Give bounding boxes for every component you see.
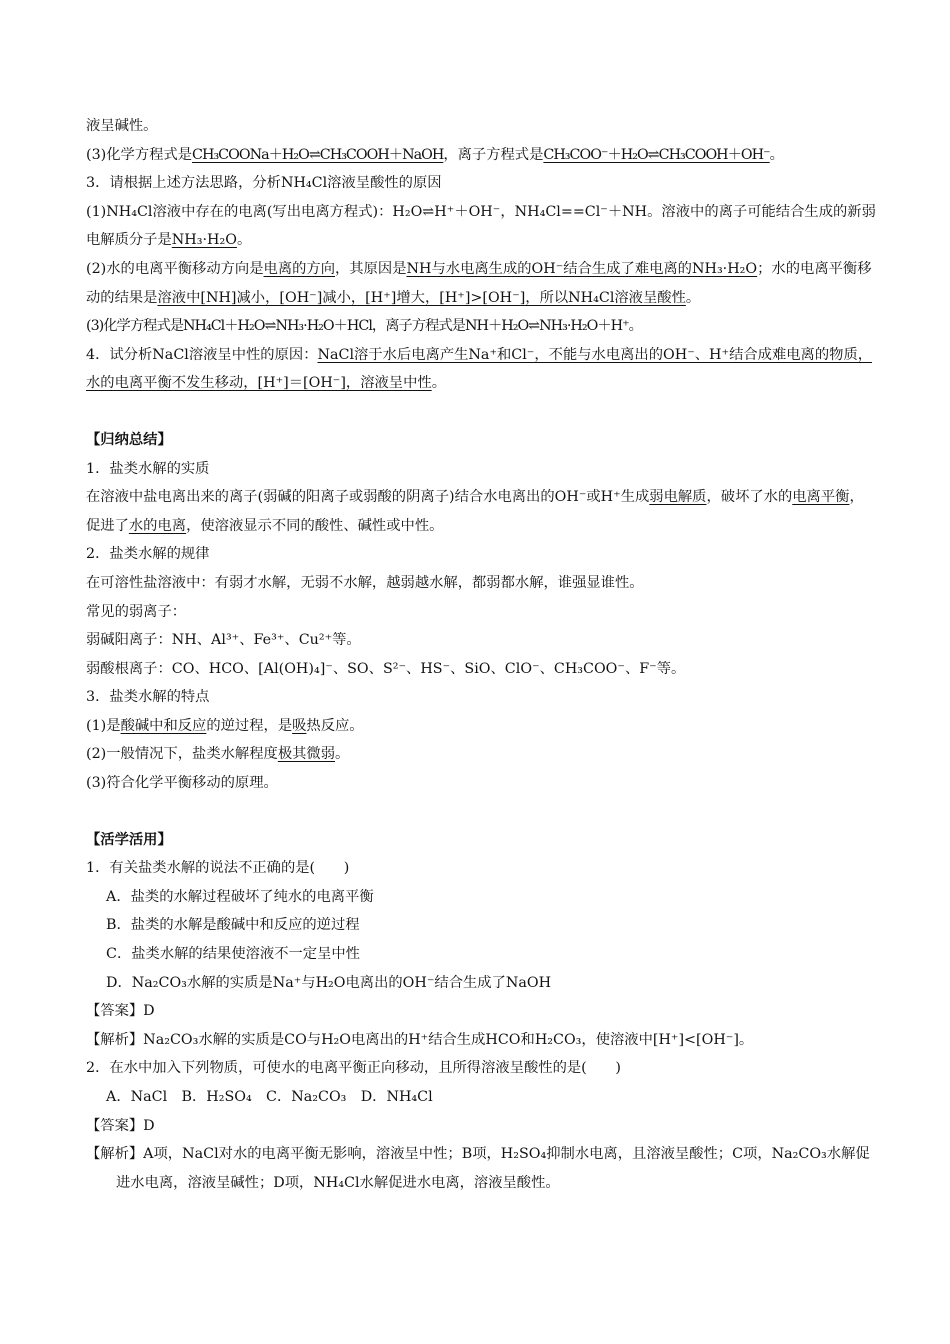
- text-line: (3)化学方程式是NH₄Cl＋H₂O⇌NH₃·H₂O＋HCl，离子方程式是NH＋H₂O⇌NH₃·H₂O＋H⁺。: [86, 318, 642, 335]
- underlined-answer: NH与水电离生成的OH⁻结合生成了难电离的NH₃·H₂O: [406, 260, 758, 277]
- spacer: [86, 398, 876, 426]
- subsection-title: 1．盐类水解的实质: [86, 460, 210, 477]
- text-line: (2)水的电离平衡移动方向是电离的方向，其原因是NH与水电离生成的OH⁻结合生成了难电离的NH₃·H₂O；水的电离平衡移动的结果是溶液中[NH]减小，[OH⁻]减小，[H⁺]增大，[H⁺]>[OH⁻]，所以NH₄Cl溶液呈酸性。: [86, 260, 872, 306]
- underlined-answer: 水的电离: [128, 517, 187, 534]
- spacer: [86, 798, 876, 826]
- question: 2．在水中加入下列物质，可使水的电离平衡正向移动，且所得溶液呈酸性的是( ): [86, 1060, 621, 1077]
- text-line: 在溶液中盐电离出来的离子(弱碱的阳离子或弱酸的阴离子)结合水电离出的OH⁻或H⁺生成弱电解质，破坏了水的电离平衡，促进了水的电离，使溶液显示不同的酸性、碱性或中性。: [86, 489, 864, 534]
- question-option: B．盐类的水解是酸碱中和反应的逆过程: [106, 917, 360, 934]
- text-line: 在可溶性盐溶液中：有弱才水解，无弱不水解，越弱越水解，都弱都水解，谁强显谁性。: [86, 574, 644, 591]
- analysis: 【解析】A项，NaCl对水的电离平衡无影响，溶液呈中性；B项，H₂SO₄抑制水电离，且溶液呈酸性；C项，Na₂CO₃水解促进水电离，溶液呈碱性；D项，NH₄Cl水解促进水电离，溶液呈酸性。: [86, 1146, 870, 1191]
- text-line: 弱碱阳离子：NH、Al³⁺、Fe³⁺、Cu²⁺等。: [86, 632, 361, 649]
- underlined-answer: NH₃·H₂O: [171, 232, 237, 249]
- underlined-answer: 吸: [292, 717, 307, 734]
- text-line: (3)符合化学平衡移动的原理。: [86, 775, 278, 792]
- answer: 【答案】D: [86, 1117, 155, 1134]
- underlined-answer: 溶液中[NH]减小，[OH⁻]减小，[H⁺]增大，[H⁺]>[OH⁻]，所以NH₄Cl溶液呈酸性: [157, 289, 686, 306]
- underlined-answer: 极其微弱: [277, 746, 336, 763]
- answer: 【答案】D: [86, 1003, 155, 1020]
- document-page: [86, 112, 876, 1197]
- text-line: 3．请根据上述方法思路，分析NH₄Cl溶液呈酸性的原因: [86, 175, 442, 192]
- underlined-answer: NaCl溶于水后电离产生Na⁺和Cl⁻，不能与水电离出的OH⁻、H⁺结合成难电离的物质，水的电离平衡不发生移动，[H⁺]＝[OH⁻]，溶液呈中性: [86, 346, 873, 392]
- text-line: (3)化学方程式是CH₃COONa＋H₂O⇌CH₃COOH＋NaOH，离子方程式是CH₃COO⁻＋H₂O⇌CH₃COOH＋OH⁻。: [86, 146, 784, 163]
- question-option: C．盐类水解的结果使溶液不一定呈中性: [106, 946, 360, 963]
- subsection-title: 3．盐类水解的特点: [86, 689, 210, 706]
- text-line: (1)NH₄Cl溶液中存在的电离(写出电离方程式)：H₂O⇌H⁺＋OH⁻，NH₄Cl==Cl⁻＋NH。溶液中的离子可能结合生成的新弱电解质分子是NH₃·H₂O。: [86, 203, 876, 249]
- section-heading: 【归纳总结】: [86, 431, 172, 448]
- question-option: D．Na₂CO₃水解的实质是Na⁺与H₂O电离出的OH⁻结合生成了NaOH: [106, 974, 552, 991]
- section-heading: 【活学活用】: [86, 831, 172, 848]
- text-line: (2)一般情况下，盐类水解程度极其微弱。: [86, 746, 350, 763]
- underlined-answer: CH₃COO⁻＋H₂O⇌CH₃COOH＋OH⁻: [543, 146, 770, 163]
- question: 1．有关盐类水解的说法不正确的是( ): [86, 860, 350, 877]
- underlined-answer: 电离的方向: [263, 260, 336, 277]
- underlined-answer: 电离平衡: [792, 489, 850, 506]
- subsection-title: 2．盐类水解的规律: [86, 546, 210, 563]
- text-line: 弱酸根离子：CO、HCO、[Al(OH)₄]⁻、SO、S²⁻、HS⁻、SiO、ClO⁻、CH₃COO⁻、F⁻等。: [86, 660, 686, 677]
- question-option: A．NaCl B．H₂SO₄ C．Na₂CO₃ D．NH₄Cl: [106, 1089, 433, 1105]
- underlined-answer: 弱电解质: [649, 489, 707, 506]
- text-line: (1)是酸碱中和反应的逆过程，是吸热反应。: [86, 717, 364, 734]
- underlined-answer: 酸碱中和反应: [120, 717, 207, 734]
- analysis: 【解析】Na₂CO₃水解的实质是CO与H₂O电离出的H⁺结合生成HCO和H₂CO₃，使溶液中[H⁺]<[OH⁻]。: [86, 1031, 754, 1048]
- text-line: 常见的弱离子：: [86, 603, 187, 620]
- text-line: 4．试分析NaCl溶液呈中性的原因：NaCl溶于水后电离产生Na⁺和Cl⁻，不能与水电离出的OH⁻、H⁺结合成难电离的物质，水的电离平衡不发生移动，[H⁺]＝[OH⁻]，溶液呈中性。: [86, 346, 873, 392]
- question-option: A．盐类的水解过程破坏了纯水的电离平衡: [106, 888, 374, 905]
- text-line: 液呈碱性。: [86, 118, 158, 134]
- underlined-answer: CH₃COONa＋H₂O⇌CH₃COOH＋NaOH: [192, 146, 444, 163]
